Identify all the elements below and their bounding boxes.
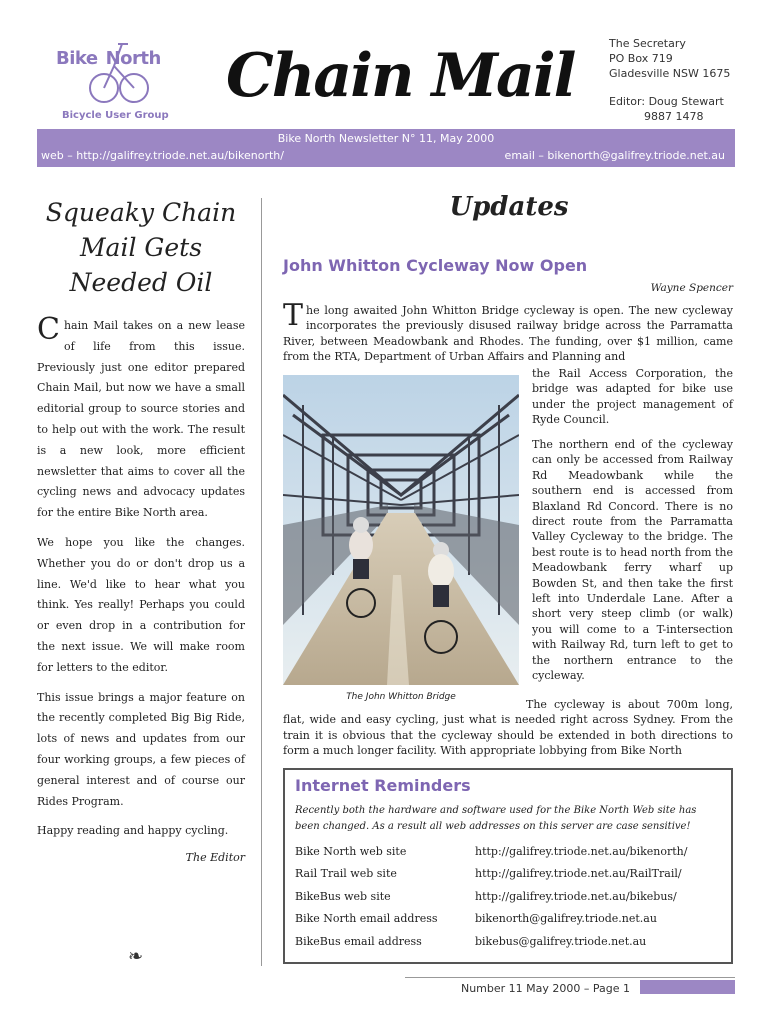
- editor-signature: The Editor: [185, 851, 245, 865]
- reminder-row: [295, 908, 721, 930]
- editorial-paragraph: Happy reading and happy cycling.: [37, 824, 229, 838]
- fleuron-icon: ❧: [128, 946, 144, 967]
- reminder-label: BikeBus web site: [295, 889, 391, 903]
- bike-north-logo: [52, 36, 182, 124]
- bridge-image: [283, 375, 519, 685]
- address-line: Gladesville NSW 1675: [609, 67, 731, 80]
- internet-reminders-box: [283, 768, 733, 964]
- drop-cap: T: [283, 298, 304, 333]
- reminder-row: [295, 841, 721, 863]
- reminder-link[interactable]: bikebus@galifrey.triode.net.au: [475, 934, 647, 948]
- reminder-row: [295, 886, 721, 908]
- article-paragraph: The northern end of the cycleway can only be accessed from Railway Rd Meadowbank while the southern end is accessed from Blaxland Rd Concord. There is no direct route from the Parramatta Valley Cycleway to the bridge. The best route is to head north from the Meadowbank ferry wharf up Bowden St, and then take the first left into Underdale Lane. After a short very steep climb (or walk) you will come to a T-intersection with Railway Rd, turn left to get to the northern entrance to the cycleway.: [532, 438, 733, 683]
- editor-name: Editor: Doug Stewart: [609, 95, 724, 108]
- reminder-label: BikeBus email address: [295, 934, 422, 948]
- article-author: Wayne Spencer: [650, 282, 733, 294]
- article-paragraph: the Rail Access Corporation, the bridge was adapted for bike use under the project management of Ryde Council.: [532, 367, 733, 427]
- column-divider: [261, 198, 262, 966]
- address-line: PO Box 719: [609, 52, 673, 65]
- logo-subtitle: Bicycle User Group: [62, 110, 169, 121]
- email-link[interactable]: email – bikenorth@galifrey.triode.net.au: [504, 149, 725, 162]
- issue-line: Bike North Newsletter N° 11, May 2000: [277, 132, 495, 145]
- editorial-paragraph: We hope you like the changes. Whether you do or don't drop us a line. We'd like to hear what you think. Yes really! Perhaps you could or even drop in a contribution for the next issue. We will make room for letters to the editor.: [37, 535, 245, 674]
- reminder-link[interactable]: http://galifrey.triode.net.au/bikebus/: [475, 889, 677, 903]
- bridge-photo: [283, 375, 519, 685]
- editorial-paragraph: Chain Mail takes on a new lease of life from this issue. Previously just one editor prepared Chain Mail, but now we have a small editorial group to source stories and to help out with the work. The result is a new look, more efficient newsletter that aims to cover all the cycling news and advocacy updates for the entire Bike North area.: [37, 312, 245, 520]
- article-title: John Whitton Cycleway Now Open: [283, 256, 588, 275]
- editor-phone: 9887 1478: [644, 110, 704, 123]
- reminder-row: [295, 931, 721, 953]
- reminder-link[interactable]: http://galifrey.triode.net.au/RailTrail/: [475, 867, 682, 881]
- footer-accent-bar: [640, 980, 735, 994]
- editorial-paragraph: This issue brings a major feature on the recently completed Big Big Ride, lots of news and updates from our four working groups, a few pieces of general interest and of course our Rides Program.: [37, 690, 245, 808]
- reminders-title: Internet Reminders: [295, 776, 471, 795]
- updates-heading: Updates: [449, 192, 569, 222]
- logo-wordmark: Bike North: [56, 48, 161, 69]
- newsletter-band: [37, 129, 735, 167]
- photo-caption: The John Whitton Bridge: [346, 692, 456, 702]
- footer-rule: [405, 977, 735, 978]
- masthead-title: Chain Mail: [226, 41, 575, 111]
- article-paragraph: The cycleway is about 700m long, flat, wide and easy cycling, just what is needed right across Sydney. From the train it is obvious that the cycleway should be extended in both directions to form a much longer facility. With appropriate lobbying from Bike North: [283, 698, 733, 758]
- web-link[interactable]: web – http://galifrey.triode.net.au/bikenorth/: [41, 149, 284, 162]
- reminder-link[interactable]: bikenorth@galifrey.triode.net.au: [475, 912, 657, 926]
- editorial-title: Squeaky Chain Mail Gets Needed Oil: [45, 198, 237, 297]
- reminder-label: Bike North email address: [295, 912, 438, 926]
- postal-address: [609, 36, 759, 124]
- article-paragraph: The long awaited John Whitton Bridge cycleway is open. The new cycleway incorporates the previously disused railway bridge across the Parramatta River, between Meadowbank and Rhodes. The funding, over $1 million, came from the RTA, Department of Urban Affairs and Planning and: [283, 298, 733, 364]
- reminder-row: [295, 863, 721, 885]
- reminder-label: Bike North web site: [295, 845, 407, 858]
- editorial-column: [37, 195, 245, 864]
- address-line: The Secretary: [609, 37, 686, 50]
- reminder-link[interactable]: http://galifrey.triode.net.au/bikenorth/: [475, 845, 688, 858]
- reminder-label: Rail Trail web site: [295, 867, 397, 881]
- reminders-intro: Recently both the hardware and software used for the Bike North Web site has been changed. As a result all web addresses on this server are case sensitive!: [295, 805, 697, 832]
- drop-cap: C: [37, 312, 60, 347]
- page-footer: Number 11 May 2000 – Page 1: [460, 982, 630, 995]
